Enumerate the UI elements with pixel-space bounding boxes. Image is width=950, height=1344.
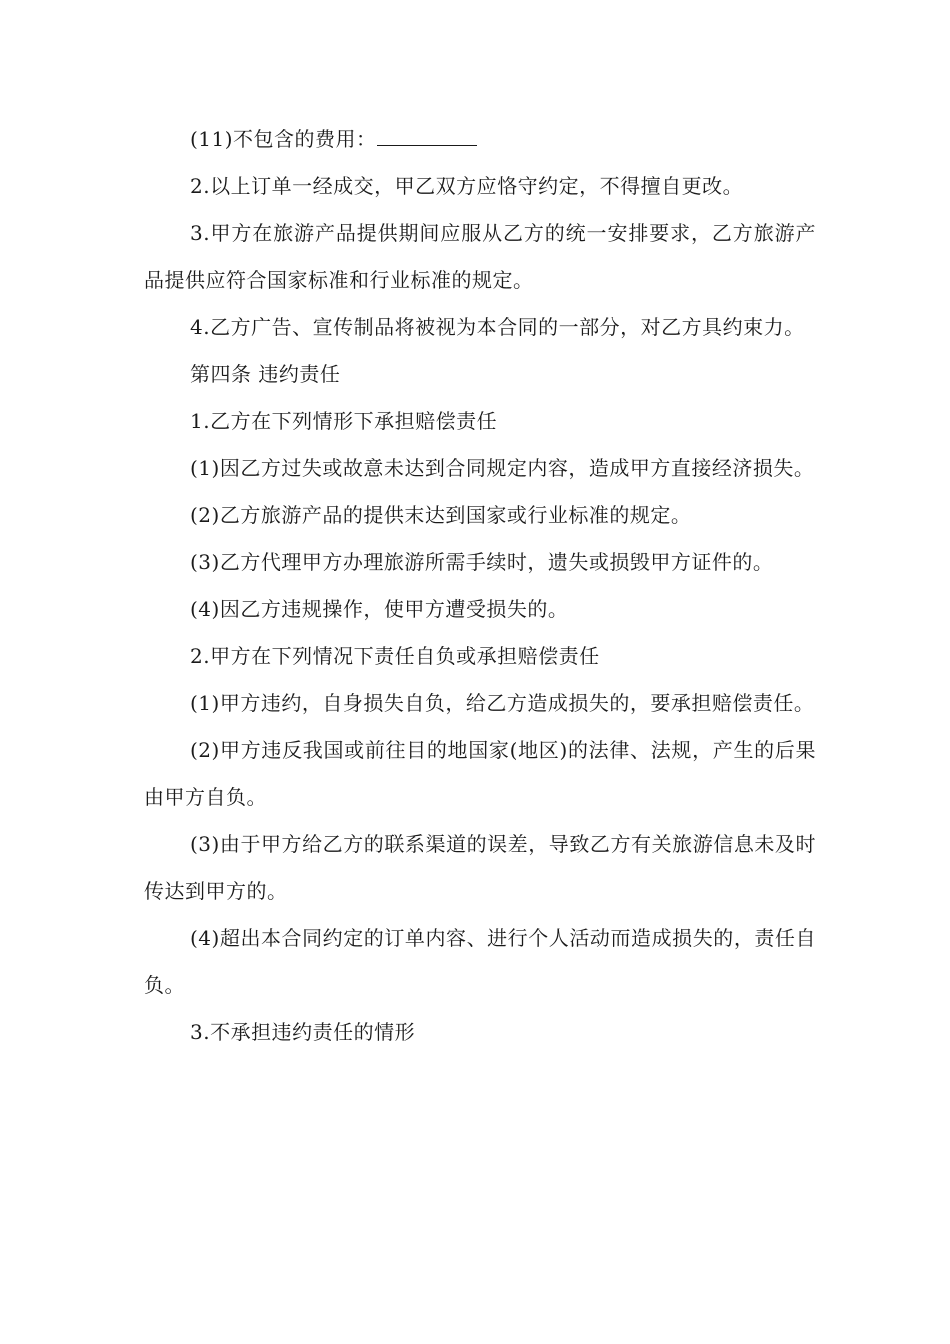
paragraph-advertising: 4.乙方广告、宣传制品将被视为本合同的一部分，对乙方具约束力。 — [190, 315, 805, 339]
paragraph-a-item-1: (1)甲方违约，自身损失自负，给乙方造成损失的，要承担赔偿责任。 — [190, 691, 815, 715]
article-heading-breach: 第四条 违约责任 — [190, 362, 341, 386]
paragraph-no-liability: 3.不承担违约责任的情形 — [190, 1020, 416, 1044]
paragraph-a-item-4: (4)超出本合同约定的订单内容、进行个人活动而造成损失的，责任自负。 — [144, 926, 816, 997]
paragraph-party-b-liability: 1.乙方在下列情形下承担赔偿责任 — [190, 409, 498, 433]
paragraph-order-binding: 2.以上订单一经成交，甲乙双方应恪守约定，不得擅自更改。 — [190, 174, 744, 198]
excluded-fees-label: (11)不包含的费用： — [190, 127, 377, 151]
paragraph-b-item-1: (1)因乙方过失或故意未达到合同规定内容，造成甲方直接经济损失。 — [190, 456, 815, 480]
paragraph-b-item-4: (4)因乙方违规操作，使甲方遭受损失的。 — [190, 597, 569, 621]
paragraph-b-item-2: (2)乙方旅游产品的提供末达到国家或行业标准的规定。 — [190, 503, 692, 527]
excluded-fees-blank — [377, 127, 477, 146]
paragraph-party-a-liability: 2.甲方在下列情况下责任自负或承担赔偿责任 — [190, 644, 600, 668]
paragraph-a-item-2: (2)甲方违反我国或前往目的地国家(地区)的法律、法规，产生的后果由甲方自负。 — [144, 738, 816, 809]
document-body — [144, 116, 816, 1056]
paragraph-party-a-obey: 3.甲方在旅游产品提供期间应服从乙方的统一安排要求，乙方旅游产品提供应符合国家标准和行业标准的规定。 — [144, 221, 816, 292]
paragraph-b-item-3: (3)乙方代理甲方办理旅游所需手续时，遗失或损毁甲方证件的。 — [190, 550, 774, 574]
paragraph-a-item-3: (3)由于甲方给乙方的联系渠道的误差，导致乙方有关旅游信息未及时传达到甲方的。 — [144, 832, 816, 903]
paragraph-excluded-fees — [144, 116, 816, 163]
